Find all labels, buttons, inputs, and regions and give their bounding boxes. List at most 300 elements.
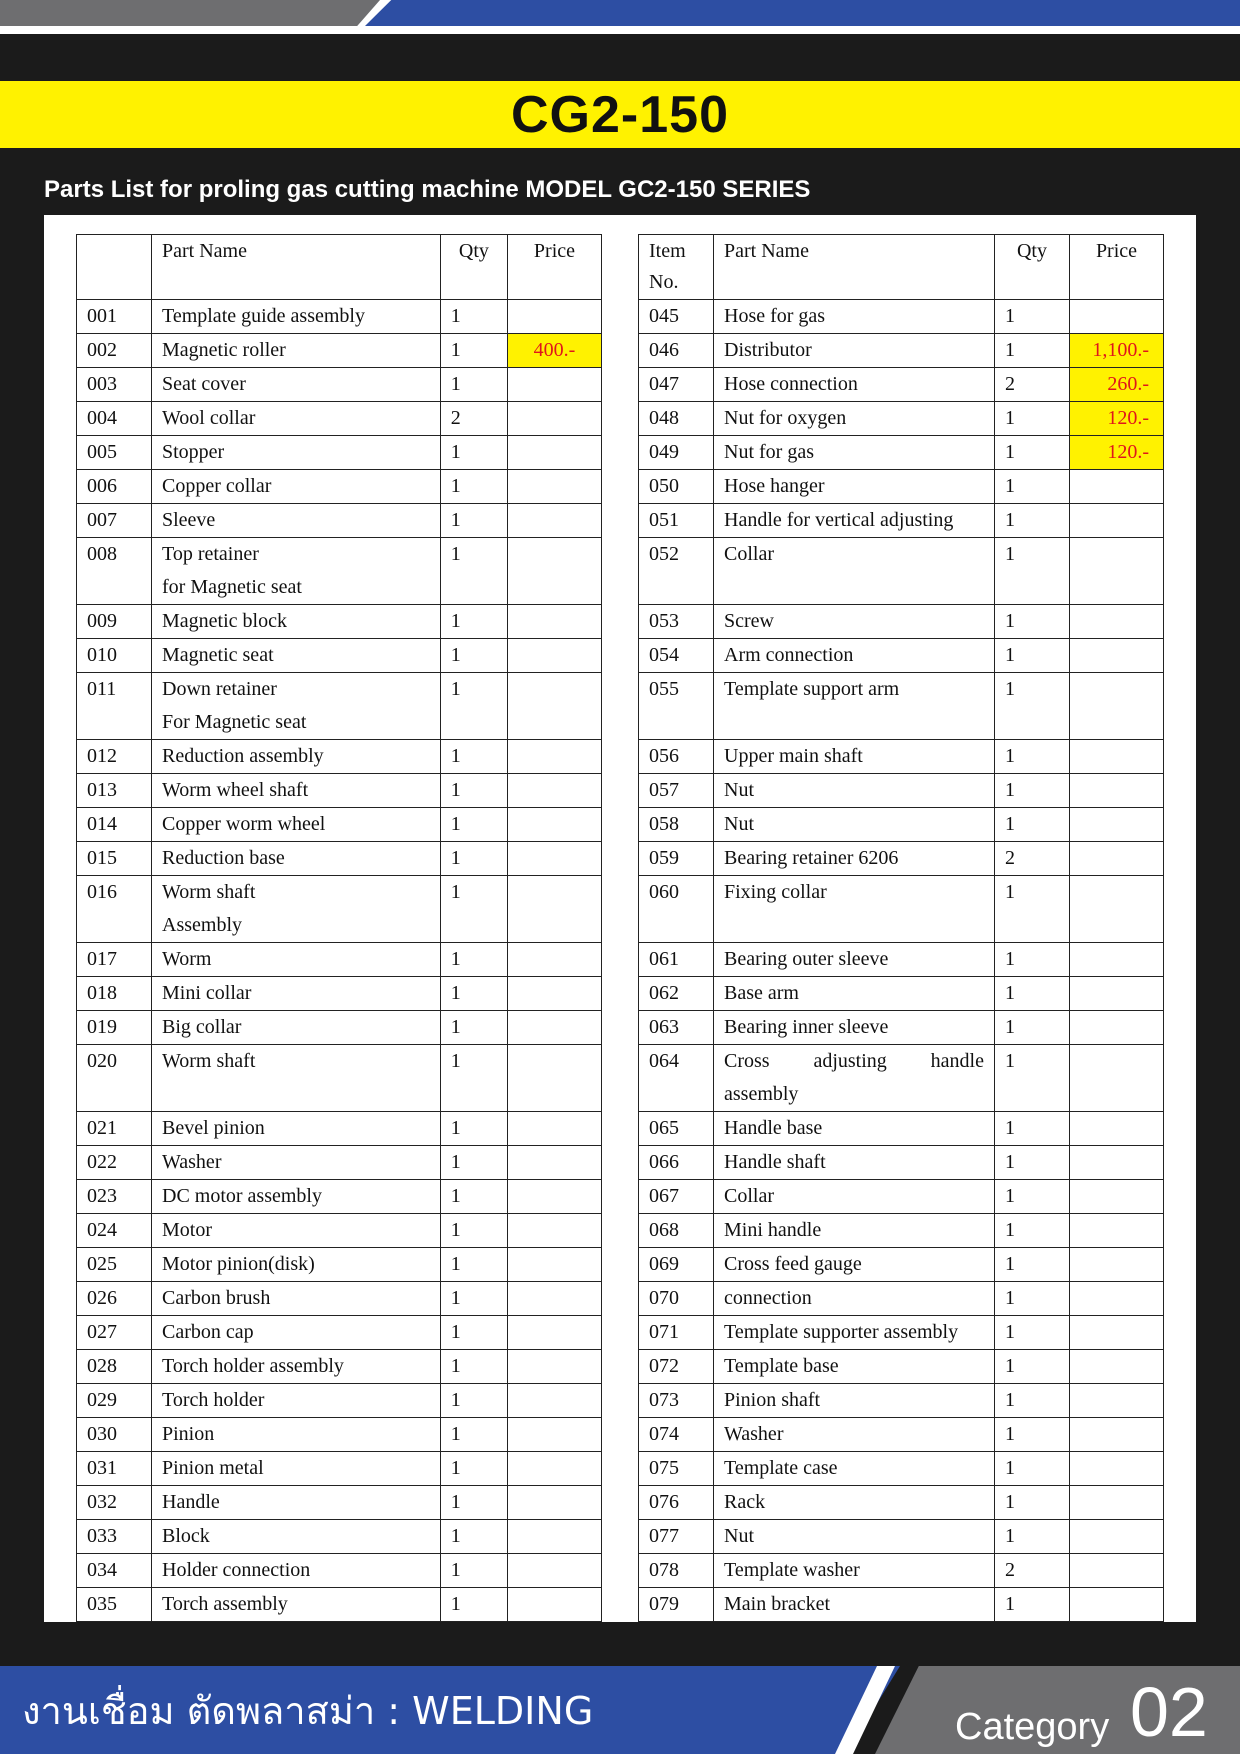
price [1069, 1588, 1163, 1622]
table-row [77, 334, 602, 368]
item-number: 071 [639, 1316, 714, 1350]
table-row [639, 470, 1164, 504]
quantity: 1 [994, 1384, 1069, 1418]
table-header-row [77, 235, 602, 300]
table-row [639, 504, 1164, 538]
quantity: 1 [440, 1045, 507, 1112]
part-name: Bearing outer sleeve [714, 943, 995, 977]
quantity: 1 [440, 876, 507, 943]
part-name: Nut [714, 808, 995, 842]
price: 120.- [1069, 402, 1163, 436]
quantity: 1 [994, 470, 1069, 504]
part-name: Worm [152, 943, 441, 977]
quantity: 1 [994, 1045, 1069, 1112]
price [1069, 470, 1163, 504]
price [1069, 1248, 1163, 1282]
part-name: Bevel pinion [152, 1112, 441, 1146]
item-number: 019 [77, 1011, 152, 1045]
item-number: 034 [77, 1554, 152, 1588]
part-name: Wool collar [152, 402, 441, 436]
item-number: 026 [77, 1282, 152, 1316]
quantity: 1 [440, 1486, 507, 1520]
price [507, 1520, 601, 1554]
item-number: 076 [639, 1486, 714, 1520]
item-number: 029 [77, 1384, 152, 1418]
table-row [639, 1350, 1164, 1384]
part-name: Fixing collar [714, 876, 995, 943]
price: 260.- [1069, 368, 1163, 402]
title-banner [0, 81, 1240, 148]
price: 1,100.- [1069, 334, 1163, 368]
part-name: Handle [152, 1486, 441, 1520]
price [1069, 639, 1163, 673]
part-name: Reduction assembly [152, 740, 441, 774]
price [507, 1486, 601, 1520]
quantity: 1 [994, 943, 1069, 977]
part-name: Pinion shaft [714, 1384, 995, 1418]
item-number: 046 [639, 334, 714, 368]
part-name: Template base [714, 1350, 995, 1384]
quantity: 1 [994, 1112, 1069, 1146]
quantity: 2 [994, 1554, 1069, 1588]
table-row [639, 1588, 1164, 1622]
part-name: Down retainer For Magnetic seat [152, 673, 441, 740]
part-name: Mini collar [152, 977, 441, 1011]
item-number: 018 [77, 977, 152, 1011]
table-row [639, 538, 1164, 605]
table-row [77, 842, 602, 876]
part-name: DC motor assembly [152, 1180, 441, 1214]
quantity: 1 [994, 1350, 1069, 1384]
quantity: 2 [440, 402, 507, 436]
part-name: Hose hanger [714, 470, 995, 504]
item-number: 023 [77, 1180, 152, 1214]
table-row [77, 673, 602, 740]
table-header-row [639, 235, 1164, 300]
quantity: 1 [994, 673, 1069, 740]
price [1069, 1214, 1163, 1248]
part-name: Nut [714, 1520, 995, 1554]
item-number: 050 [639, 470, 714, 504]
table-row [639, 1282, 1164, 1316]
part-name: Torch holder [152, 1384, 441, 1418]
item-number: 010 [77, 639, 152, 673]
part-name: Copper collar [152, 470, 441, 504]
table-row [77, 605, 602, 639]
header-part-name: Part Name [714, 235, 995, 300]
header-price: Price [507, 235, 601, 300]
table-row [639, 1486, 1164, 1520]
price [507, 1282, 601, 1316]
table-row [639, 876, 1164, 943]
part-name: Base arm [714, 977, 995, 1011]
item-number: 021 [77, 1112, 152, 1146]
part-name: Stopper [152, 436, 441, 470]
part-name: Nut for gas [714, 436, 995, 470]
quantity: 1 [994, 1588, 1069, 1622]
part-name: Worm wheel shaft [152, 774, 441, 808]
price [507, 1112, 601, 1146]
part-name: Motor pinion(disk) [152, 1248, 441, 1282]
table-row [77, 808, 602, 842]
quantity: 1 [994, 876, 1069, 943]
item-number: 045 [639, 300, 714, 334]
quantity: 1 [440, 334, 507, 368]
price [1069, 774, 1163, 808]
part-name: Template washer [714, 1554, 995, 1588]
price [507, 1248, 601, 1282]
price [1069, 1350, 1163, 1384]
part-name: Pinion metal [152, 1452, 441, 1486]
quantity: 1 [994, 300, 1069, 334]
part-name: Template guide assembly [152, 300, 441, 334]
table-row [639, 774, 1164, 808]
price [1069, 1282, 1163, 1316]
part-name: Cross feed gauge [714, 1248, 995, 1282]
table-row [77, 1418, 602, 1452]
quantity: 1 [994, 1214, 1069, 1248]
table-row [77, 1588, 602, 1622]
quantity: 1 [440, 1214, 507, 1248]
price [507, 639, 601, 673]
price [1069, 1520, 1163, 1554]
part-name: Reduction base [152, 842, 441, 876]
part-name: Upper main shaft [714, 740, 995, 774]
part-name: Collar [714, 538, 995, 605]
table-row [639, 842, 1164, 876]
table-row [639, 1384, 1164, 1418]
part-name: Block [152, 1520, 441, 1554]
item-number: 003 [77, 368, 152, 402]
part-name: Hose connection [714, 368, 995, 402]
item-number: 057 [639, 774, 714, 808]
table-row [77, 1554, 602, 1588]
item-number: 074 [639, 1418, 714, 1452]
table-row [639, 1418, 1164, 1452]
table-row [77, 1282, 602, 1316]
price: 400.- [507, 334, 601, 368]
item-number: 063 [639, 1011, 714, 1045]
table-row [639, 368, 1164, 402]
table-row [77, 1248, 602, 1282]
quantity: 2 [994, 842, 1069, 876]
category-number: 02 [1130, 1673, 1208, 1751]
item-number: 047 [639, 368, 714, 402]
table-row [639, 977, 1164, 1011]
part-name: Magnetic roller [152, 334, 441, 368]
price [1069, 1112, 1163, 1146]
quantity: 1 [994, 402, 1069, 436]
part-name: Washer [714, 1418, 995, 1452]
item-number: 056 [639, 740, 714, 774]
quantity: 1 [440, 1146, 507, 1180]
price [507, 368, 601, 402]
quantity: 1 [994, 639, 1069, 673]
table-row [639, 300, 1164, 334]
item-number: 048 [639, 402, 714, 436]
part-name: Magnetic block [152, 605, 441, 639]
price [507, 1452, 601, 1486]
part-name: Torch assembly [152, 1588, 441, 1622]
item-number: 072 [639, 1350, 714, 1384]
table-row [77, 1112, 602, 1146]
price [507, 1384, 601, 1418]
part-name: Collar [714, 1180, 995, 1214]
price [1069, 1316, 1163, 1350]
price: 120.- [1069, 436, 1163, 470]
part-name: Template support arm [714, 673, 995, 740]
price [1069, 1045, 1163, 1112]
part-name: Screw [714, 605, 995, 639]
table-row [77, 504, 602, 538]
price [1069, 876, 1163, 943]
table-row [77, 740, 602, 774]
quantity: 1 [440, 1350, 507, 1384]
quantity: 1 [440, 1112, 507, 1146]
item-number: 066 [639, 1146, 714, 1180]
quantity: 1 [994, 1248, 1069, 1282]
table-row [77, 1011, 602, 1045]
price [507, 1588, 601, 1622]
quantity: 1 [994, 504, 1069, 538]
table-row [77, 538, 602, 605]
quantity: 1 [440, 1384, 507, 1418]
price [507, 436, 601, 470]
quantity: 1 [440, 538, 507, 605]
table-row [639, 1112, 1164, 1146]
part-name: Worm shaft [152, 1045, 441, 1112]
quantity: 1 [994, 605, 1069, 639]
table-row [77, 1452, 602, 1486]
quantity: 1 [994, 1520, 1069, 1554]
item-number: 053 [639, 605, 714, 639]
quantity: 1 [994, 977, 1069, 1011]
top-grey-stripe [0, 0, 380, 26]
table-row [77, 470, 602, 504]
part-name: Rack [714, 1486, 995, 1520]
quantity: 1 [440, 808, 507, 842]
item-number: 016 [77, 876, 152, 943]
item-number: 065 [639, 1112, 714, 1146]
item-number: 055 [639, 673, 714, 740]
table-row [77, 943, 602, 977]
item-number: 067 [639, 1180, 714, 1214]
quantity: 1 [994, 538, 1069, 605]
quantity: 1 [440, 673, 507, 740]
price [1069, 1384, 1163, 1418]
quantity: 1 [440, 1554, 507, 1588]
header-price: Price [1069, 235, 1163, 300]
parts-table-right [638, 234, 1164, 1622]
quantity: 1 [994, 774, 1069, 808]
part-name: Big collar [152, 1011, 441, 1045]
price [1069, 1146, 1163, 1180]
quantity: 1 [440, 300, 507, 334]
item-number: 014 [77, 808, 152, 842]
table-row [639, 1146, 1164, 1180]
table-row [77, 300, 602, 334]
price [507, 1350, 601, 1384]
part-name: Hose for gas [714, 300, 995, 334]
item-number: 073 [639, 1384, 714, 1418]
price [1069, 605, 1163, 639]
part-name: Nut for oxygen [714, 402, 995, 436]
item-number: 031 [77, 1452, 152, 1486]
price [507, 740, 601, 774]
item-number: 006 [77, 470, 152, 504]
part-name: connection [714, 1282, 995, 1316]
price [1069, 673, 1163, 740]
price [507, 470, 601, 504]
item-number: 020 [77, 1045, 152, 1112]
item-number: 049 [639, 436, 714, 470]
price [507, 876, 601, 943]
item-number: 059 [639, 842, 714, 876]
item-number: 025 [77, 1248, 152, 1282]
price [507, 1045, 601, 1112]
quantity: 1 [440, 1011, 507, 1045]
price [1069, 538, 1163, 605]
page-title: CG2-150 [511, 85, 729, 144]
quantity: 1 [994, 1418, 1069, 1452]
quantity: 1 [440, 1248, 507, 1282]
item-number: 007 [77, 504, 152, 538]
part-name: Mini handle [714, 1214, 995, 1248]
quantity: 1 [994, 334, 1069, 368]
item-number: 060 [639, 876, 714, 943]
quantity: 1 [440, 639, 507, 673]
part-name: Motor [152, 1214, 441, 1248]
quantity: 2 [994, 368, 1069, 402]
footer-bar [0, 1666, 1240, 1754]
quantity: 1 [440, 1418, 507, 1452]
quantity: 1 [440, 740, 507, 774]
price [507, 774, 601, 808]
part-name: Bearing inner sleeve [714, 1011, 995, 1045]
price [507, 1146, 601, 1180]
part-name: Distributor [714, 334, 995, 368]
part-name: Handle for vertical adjusting [714, 504, 995, 538]
part-name: Main bracket [714, 1588, 995, 1622]
part-name: Holder connection [152, 1554, 441, 1588]
top-blue-stripe [365, 0, 1240, 26]
price [1069, 977, 1163, 1011]
item-number: 051 [639, 504, 714, 538]
table-row [77, 977, 602, 1011]
table-row [77, 1316, 602, 1350]
item-number: 079 [639, 1588, 714, 1622]
quantity: 1 [440, 504, 507, 538]
quantity: 1 [994, 1180, 1069, 1214]
price [1069, 300, 1163, 334]
header-item [77, 235, 152, 300]
price [507, 538, 601, 605]
footer-category-text: งานเชื่อม ตัดพลาสม่า : WELDING [22, 1689, 594, 1733]
table-row [639, 1316, 1164, 1350]
part-name: Cross adjusting handle assembly [714, 1045, 995, 1112]
item-number: 002 [77, 334, 152, 368]
part-name: Pinion [152, 1418, 441, 1452]
item-number: 078 [639, 1554, 714, 1588]
table-row [77, 402, 602, 436]
table-row [639, 673, 1164, 740]
quantity: 1 [994, 808, 1069, 842]
item-number: 030 [77, 1418, 152, 1452]
price [1069, 504, 1163, 538]
price [507, 1180, 601, 1214]
table-row [639, 605, 1164, 639]
part-name: Worm shaft Assembly [152, 876, 441, 943]
part-name: Torch holder assembly [152, 1350, 441, 1384]
item-number: 058 [639, 808, 714, 842]
quantity: 1 [994, 1282, 1069, 1316]
price [1069, 1486, 1163, 1520]
quantity: 1 [440, 1588, 507, 1622]
page-subtitle: Parts List for proling gas cutting machine MODEL GC2-150 SERIES [44, 176, 811, 203]
quantity: 1 [440, 470, 507, 504]
table-row [639, 740, 1164, 774]
item-number: 009 [77, 605, 152, 639]
item-number: 028 [77, 1350, 152, 1384]
item-number: 052 [639, 538, 714, 605]
item-number: 061 [639, 943, 714, 977]
item-number: 008 [77, 538, 152, 605]
part-name: Carbon brush [152, 1282, 441, 1316]
quantity: 1 [440, 605, 507, 639]
table-row [639, 1554, 1164, 1588]
table-row [639, 436, 1164, 470]
item-number: 015 [77, 842, 152, 876]
table-row [77, 368, 602, 402]
parts-table-left [76, 234, 602, 1622]
price [507, 605, 601, 639]
parts-panel [44, 215, 1196, 1622]
item-number: 027 [77, 1316, 152, 1350]
price [507, 943, 601, 977]
table-row [639, 1248, 1164, 1282]
price [507, 977, 601, 1011]
quantity: 1 [440, 842, 507, 876]
item-number: 022 [77, 1146, 152, 1180]
table-row [639, 639, 1164, 673]
quantity: 1 [994, 1452, 1069, 1486]
part-name: Template supporter assembly [714, 1316, 995, 1350]
price [1069, 1011, 1163, 1045]
part-name: Seat cover [152, 368, 441, 402]
quantity: 1 [440, 977, 507, 1011]
item-number: 070 [639, 1282, 714, 1316]
item-number: 004 [77, 402, 152, 436]
table-row [639, 1011, 1164, 1045]
price [1069, 740, 1163, 774]
item-number: 069 [639, 1248, 714, 1282]
table-row [639, 808, 1164, 842]
price [507, 1316, 601, 1350]
quantity: 1 [994, 1486, 1069, 1520]
part-name: Magnetic seat [152, 639, 441, 673]
table-row [639, 1045, 1164, 1112]
price [1069, 1180, 1163, 1214]
item-number: 054 [639, 639, 714, 673]
top-decor-bar [0, 0, 1240, 34]
item-number: 024 [77, 1214, 152, 1248]
part-name: Handle shaft [714, 1146, 995, 1180]
part-name: Top retainer for Magnetic seat [152, 538, 441, 605]
quantity: 1 [994, 1146, 1069, 1180]
price [1069, 842, 1163, 876]
table-row [77, 1384, 602, 1418]
part-name: Copper worm wheel [152, 808, 441, 842]
